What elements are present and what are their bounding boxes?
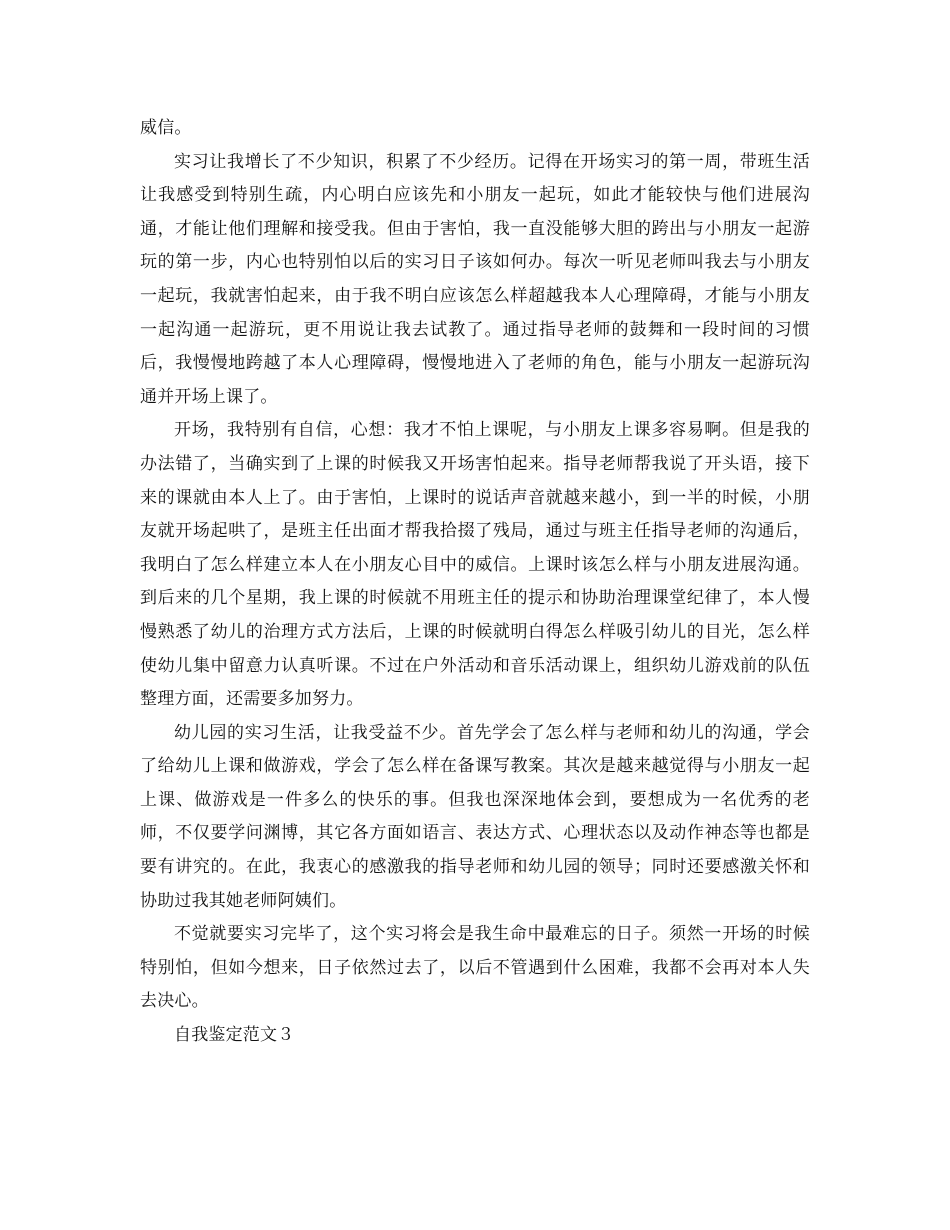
paragraph-kindergarten-life: 幼儿园的实习生活，让我受益不少。首先学会了怎么样与老师和幼儿的沟通，学会了给幼儿上课和做游戏，学会了怎么样在备课写教案。其次是越来越觉得与小朋友一起上课、做游戏是一件多么的快乐的事。但我也深深地体会到，要想成为一名优秀的老师，不仅要学问渊博，其它各方面如语言、表达方式、心理状态以及动作神态等也都是要有讲究的。在此，我衷心的感激我的指导老师和幼儿园的领导；同时还要感激关怀和协助过我其她老师阿姨们。 <box>140 722 810 911</box>
paragraph-internship-ending: 不觉就要实习完毕了，这个实习将会是我生命中最难忘的日子。须然一开场的时候特别怕，但如今想来，日子依然过去了，以后不管遇到什么困难，我都不会再对本人失去决心。 <box>140 924 810 1012</box>
paragraph-continuation: 威信。 <box>140 118 192 138</box>
paragraph-internship-knowledge: 实习让我增长了不少知识，积累了不少经历。记得在开场实习的第一周，带班生活让我感受到特别生疏，内心明白应该先和小朋友一起玩，如此才能较快与他们进展沟通，才能让他们理解和接受我。但由于害怕，我一直没能够大胆的跨出与小朋友一起游玩的第一步，内心也特别怕以后的实习日子该如何办。每次一听见老师叫我去与小朋友一起玩，我就害怕起来，由于我不明白应该怎么样超越我本人心理障碍，才能与小朋友一起沟通一起游玩，更不用说让我去试教了。通过指导老师的鼓舞和一段时间的习惯后，我慢慢地跨越了本人心理障碍，慢慢地进入了老师的角色，能与小朋友一起游玩沟通并开场上课了。 <box>140 151 810 407</box>
document-body <box>140 112 810 1053</box>
paragraph-first-lesson: 开场，我特别有自信，心想：我才不怕上课呢，与小朋友上课多容易啊。但是我的办法错了，当确实到了上课的时候我又开场害怕起来。指导老师帮我说了开头语，接下来的课就由本人上了。由于害怕，上课时的说话声音就越来越小，到一半的时候，小朋友就开场起哄了，是班主任出面才帮我拾掇了残局，通过与班主任指导老师的沟通后，我明白了怎么样建立本人在小朋友心目中的威信。上课时该怎么样与小朋友进展沟通。到后来的几个星期，我上课的时候就不用班主任的提示和协助治理课堂纪律了，本人慢慢熟悉了幼儿的治理方式方法后，上课的时候就明白得怎么样吸引幼儿的目光，怎么样使幼儿集中留意力认真听课。不过在户外活动和音乐活动课上，组织幼儿游戏前的队伍整理方面，还需要多加努力。 <box>140 420 810 710</box>
section-heading: 自我鉴定范文３ <box>174 1025 295 1046</box>
